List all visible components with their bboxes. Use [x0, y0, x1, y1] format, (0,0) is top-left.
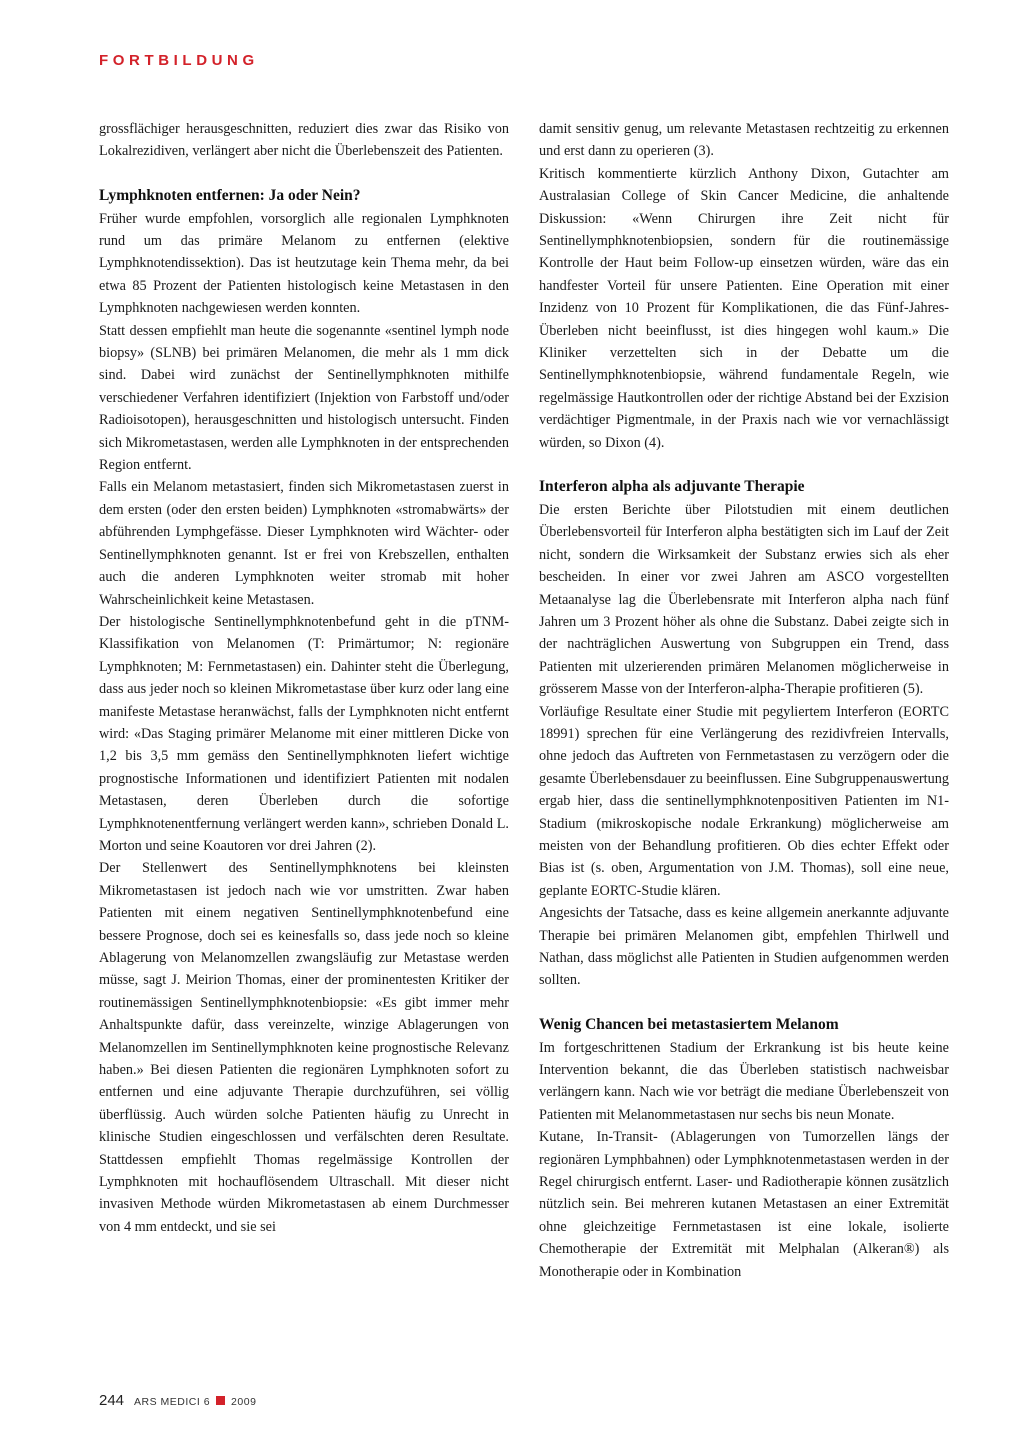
body-paragraph: Vorläufige Resultate einer Studie mit pegyliertem Interferon (EORTC 18991) sprechen für eine Verlängerung des rezidivfreien Intervalls, ohne jedoch das Auftreten von Fernmetastasen zu verzögern oder die gesamte Überlebensdauer zu beeinflussen. Eine Subgruppenauswertung ergab hier, dass die sentinellymphknotenpositiven Patienten im N1-Stadium (mikroskopische nodale Erkrankung) möglicherweise am meisten von der Behandlung profitieren. Ob dies echter Effekt oder Bias ist (s. oben, Argumentation von J.M. Thomas), soll eine neue, geplante EORTC-Studie klären.: [539, 703, 949, 899]
red-square-separator: [216, 1396, 225, 1405]
body-paragraph: Die ersten Berichte über Pilotstudien mit einem deutlichen Überlebensvorteil für Interferon alpha bestätigten sich im Lauf der Zeit nicht, sondern die Wirksamkeit der Substanz erwies sich als eher bescheiden. In einer vor zwei Jahren am ASCO vorgestellten Metaanalyse lag die Überlebensrate mit Interferon alpha nach fünf Jahren um 3 Prozent höher als ohne die Substanz. Dabei zeigte sich in der nachträglichen Auswertung von Subgruppen ein Trend, dass Patienten mit ulzerierenden primären Melanomen möglicherweise in grösserem Masse von der Interferon-alpha-Therapie profitieren (5).: [539, 501, 949, 698]
right-column: [539, 118, 949, 1283]
body-paragraph: grossflächiger herausgeschnitten, reduziert dies zwar das Risiko von Lokalrezidiven, verlängert aber nicht die Überlebenszeit des Patienten.: [99, 121, 509, 160]
body-paragraph: Statt dessen empfiehlt man heute die sogenannte «sentinel lymph node biopsy» (SLNB) bei primären Melanomen, die mehr als 1 mm dick sind. Dabei wird zunächst der Sentinellymphknoten mithilfe verschiedener Verfahren identifiziert (Injektion von Farbstoff und/oder Radioisotopen), herausgeschnitten und histologisch untersucht. Finden sich Mikrometastasen, werden alle Lymphknoten in der entsprechenden Region entfernt.: [99, 322, 509, 474]
body-paragraph: Früher wurde empfohlen, vorsorglich alle regionalen Lymphknoten rund um das primäre Melanom zu entfernen (elektive Lymphknotendissektion). Das ist heutzutage kein Thema mehr, da bei etwa 85 Prozent der Patienten histologisch keine Metastasen in den Lymphknoten nachgewiesen werden konnten.: [99, 210, 509, 317]
section-heading: Interferon alpha als adjuvante Therapie: [539, 478, 805, 496]
section-spacer: [539, 992, 949, 1014]
body-paragraph: Falls ein Melanom metastasiert, finden sich Mikrometastasen zuerst in dem ersten (oder den ersten beiden) Lymphknoten «stromabwärts» der abführenden Lymphgefässe. Dieser Lymphknoten wird Wächter- oder Sentinellymphknoten genannt. Ist er frei von Krebszellen, enthalten auch die anderen Lymphknoten weiter stromab mit hoher Wahrscheinlichkeit keine Metastasen.: [99, 479, 509, 608]
body-paragraph: Im fortgeschrittenen Stadium der Erkrankung ist bis heute keine Intervention bekannt, die das Überleben statistisch nachweisbar verlängern kann. Nach wie vor beträgt die mediane Überlebenszeit von Patienten mit Melanommetastasen nur sechs bis neun Monate.: [539, 1039, 949, 1123]
body-paragraph: Angesichts der Tatsache, dass es keine allgemein anerkannte adjuvante Therapie bei primären Melanomen gibt, empfehlen Thirlwell und Nathan, dass möglichst alle Patienten in Studien aufgenommen werden sollten.: [539, 905, 949, 989]
journal-name: ARS MEDICI 6: [134, 1396, 211, 1408]
body-paragraph: damit sensitiv genug, um relevante Metastasen rechtzeitig zu erkennen und erst dann zu operieren (3).: [539, 121, 949, 160]
page-footer: [99, 1392, 256, 1409]
body-paragraph: Kutane, In-Transit- (Ablagerungen von Tumorzellen längs der regionären Lymphbahnen) oder Lymphknotenmetastasen werden in der Regel chirurgisch entfernt. Laser- und Radiotherapie können zusätzlich nützlich sein. Bei mehreren kutanen Metastasen an einer Extremität ohne gleichzeitige Fernmetastasen ist eine lokale, isolierte Chemotherapie der Extremität mit Melphalan (Alkeran®) als Monotherapie oder in Kombination: [539, 1129, 949, 1280]
section-spacer: [99, 163, 509, 185]
section-spacer: [539, 454, 949, 476]
page-number: 244: [99, 1392, 125, 1409]
body-paragraph: Kritisch kommentierte kürzlich Anthony Dixon, Gutachter am Australasian College of Skin Cancer Medicine, die anhaltende Diskussion: «Wenn Chirurgen ihre Zeit nicht für Sentinellymphknotenbiopsien, sondern für die routinemässige Kontrolle der Haut beim Follow-up einsetzen würden, wäre das ein handfester Vorteil für unsere Patienten. Eine Operation mit einer Inzidenz von 10 Prozent für Komplikationen, die das Fünf-Jahres-Überleben nicht beeinflusst, ist dies hingegen wohl kaum.» Die Kliniker verzettelten sich in der Debatte um die Sentinellymphknotenbiopsie, während fundamentale Regeln, wie regelmässige Hautkontrollen oder der richtige Abstand bei der Exzision verdächtiger Pigmentmale, in der Praxis nach wie vor vernachlässigt würden, so Dixon (4).: [539, 165, 949, 451]
section-label: FORTBILDUNG: [99, 52, 259, 69]
journal-year: 2009: [231, 1396, 257, 1408]
body-paragraph: Der histologische Sentinellymphknotenbefund geht in die pTNM-Klassifikation von Melanomen (T: Primärtumor; N: regionäre Lymphknoten; M: Fernmetastasen) ein. Dahinter steht die Überlegung, dass aus jeder noch so kleinen Mikrometastase über kurz oder lang eine manifeste Metastase heranwächst, falls der Lymphknoten nicht entfernt wird: «Das Staging primärer Melanome mit einer mittleren Dicke von 1,2 bis 3,5 mm gemäss den Sentinellymphknoten liefert wichtige prognostische Informationen und identifiziert Patienten mit nodalen Metastasen, deren Überleben durch die sofortige Lymphknotenentfernung verlängert werden kann», schrieben Donald L. Morton und seine Koautoren vor drei Jahren (2).: [99, 613, 509, 854]
section-heading: Lymphknoten entfernen: Ja oder Nein?: [99, 187, 361, 205]
left-column: [99, 118, 509, 1238]
section-heading: Wenig Chancen bei metastasiertem Melanom: [539, 1016, 839, 1034]
body-paragraph: Der Stellenwert des Sentinellymphknotens bei kleinsten Mikrometastasen ist jedoch nach wie vor umstritten. Zwar haben Patienten mit einem negativen Sentinellymphknotenbefund eine bessere Prognose, doch sei es keinesfalls so, dass jede noch so kleine Ablagerung von Melanomzellen zwangsläufig zur Metastase werden müsse, sagt J. Meirion Thomas, einer der prominentesten Kritiker der routinemässigen Sentinellymphknotenbiopsie: «Es gibt immer mehr Anhaltspunkte dafür, dass vereinzelte, winzige Ablagerungen von Melanomzellen im Sentinellymphknoten keine prognostische Relevanz haben.» Bei diesen Patienten die regionären Lymphknoten sofort zu entfernen und eine adjuvante Therapie durchzuführen, sei völlig überflüssig. Auch würden solche Patienten häufig zu Unrecht in klinische Studien eingeschlossen und verfälschten deren Resultate. Stattdessen empfiehlt Thomas regelmässige Kontrollen der Lymphknoten mit hochauflösendem Ultraschall. Mit dieser nicht invasiven Methode würden Mikrometastasen ab einem Durchmesser von 4 mm entdeckt, und sie sei: [99, 860, 509, 1235]
